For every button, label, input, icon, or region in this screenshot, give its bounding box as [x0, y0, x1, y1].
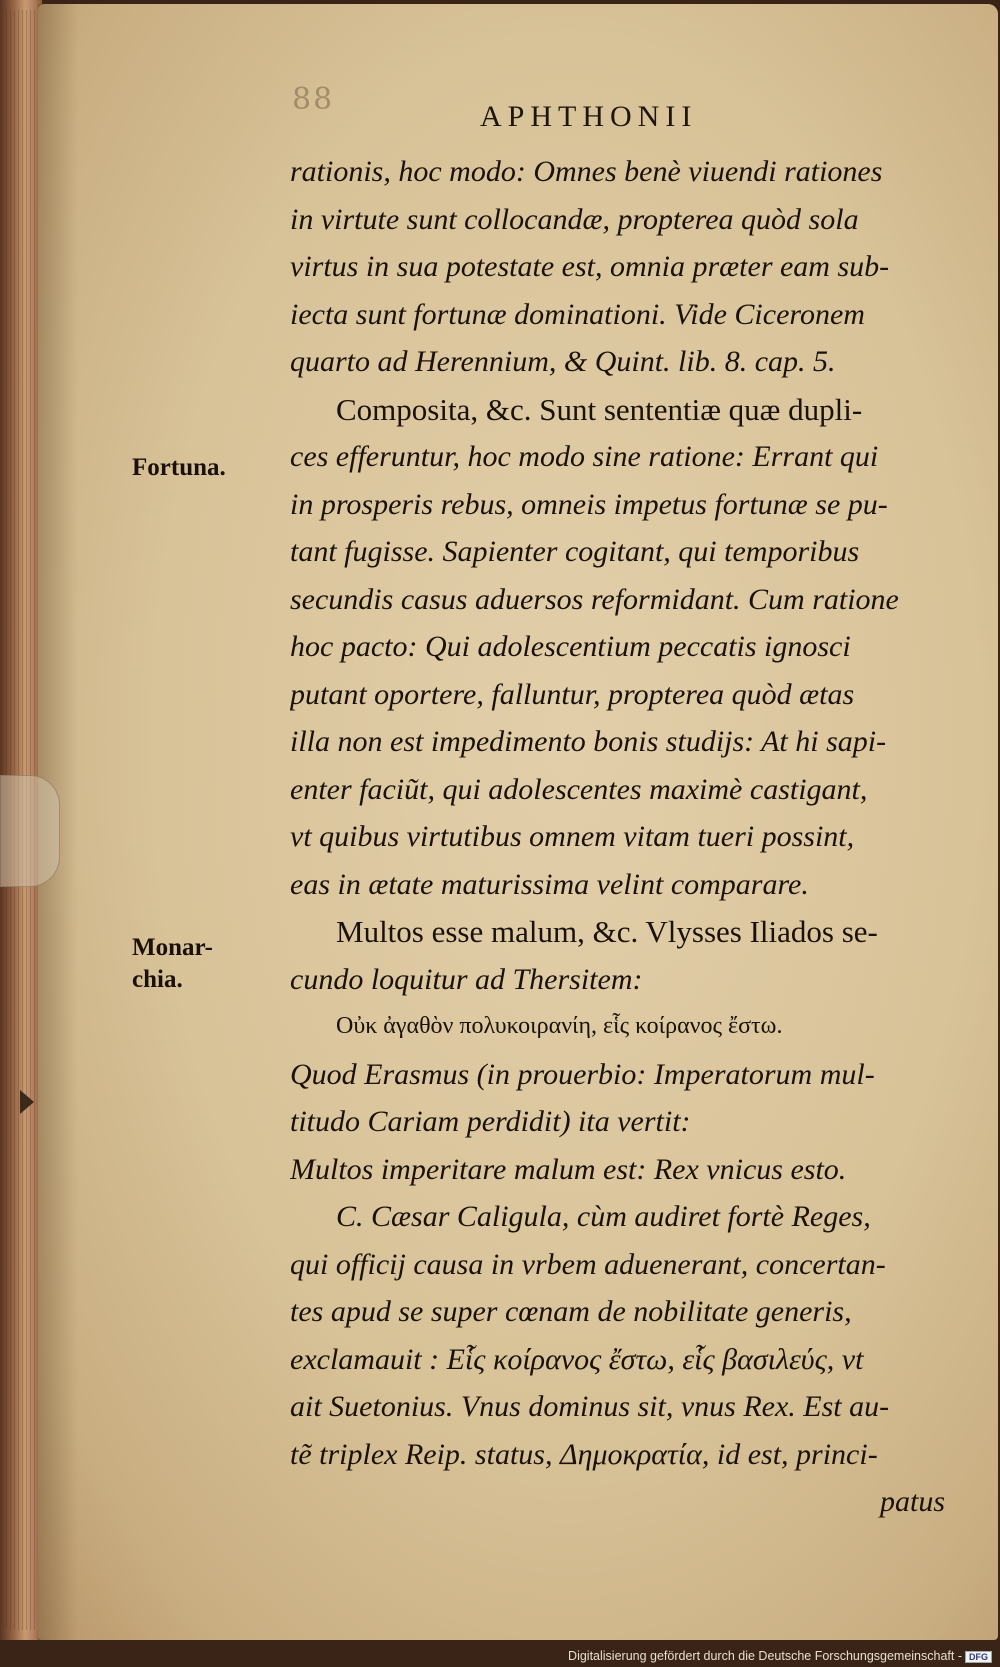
- text-line: virtus in sua potestate est, omnia præter eam sub-: [290, 250, 890, 283]
- text-line: in prosperis rebus, omneis impetus fortunæ se pu-: [290, 487, 888, 521]
- text-line: tẽ triplex Reip. status, Δημοκρατία, id est, princi-: [290, 1437, 878, 1471]
- text-line: rationis, hoc modo: Omnes benè viuendi rationes: [290, 155, 883, 188]
- text-line: eas in ætate maturissima velint comparare.: [290, 867, 809, 901]
- text-line: enter faciũt, qui adolescentes maximè castigant,: [290, 772, 868, 806]
- text-line: cundo loquitur ad Thersitem:: [290, 962, 643, 996]
- text-line: qui officij causa in vrbem aduenerant, concertan-: [290, 1247, 886, 1281]
- text-line: quarto ad Herennium, & Quint. lib. 8. cap. 5.: [290, 345, 836, 378]
- text-line: Multos imperitare malum est: Rex vnicus esto.: [290, 1152, 847, 1186]
- text-line: exclamauit : Εἷς κοίρανος ἔστω, εἷς βασιλεύς, vt: [290, 1342, 864, 1376]
- text-line: tes apud se super cœnam de nobilitate generis,: [290, 1295, 852, 1328]
- page-number: 88: [292, 82, 335, 117]
- text-line: illa non est impedimento bonis studijs: At hi sapi-: [290, 725, 887, 758]
- footer-credit: [568, 1649, 992, 1663]
- page-tab: [0, 775, 60, 887]
- dfg-logo-icon: DFG: [965, 1651, 992, 1663]
- margin-note-monarchia-2: chia.: [132, 966, 183, 993]
- text-line: C. Cæsar Caligula, cùm audiret fortè Reges,: [336, 1200, 871, 1233]
- footer-text: Digitalisierung gefördert durch die Deutsche Forschungsgemeinschaft -: [568, 1649, 962, 1663]
- text-line: iecta sunt fortunæ dominationi. Vide Ciceronem: [290, 297, 865, 331]
- text-line: ces efferuntur, hoc modo sine ratione: Errant qui: [290, 440, 879, 473]
- margin-note-fortuna: Fortuna.: [132, 454, 226, 481]
- text-line: vt quibus virtutibus omnem vitam tueri possint,: [290, 820, 855, 853]
- text-line: putant oportere, falluntur, propterea quòd ætas: [290, 677, 855, 711]
- text-line: Multos esse malum, &c. Vlysses Iliados se-: [336, 914, 878, 949]
- greek-verse-line: Οὐκ ἀγαθὸν πολυκοιρανίη, εἷς κοίρανος ἔστω.: [336, 1013, 783, 1039]
- text-line: tant fugisse. Sapienter cogitant, qui temporibus: [290, 535, 860, 568]
- text-line: secundis casus aduersos reformidant. Cum ratione: [290, 582, 899, 616]
- body-text: [290, 148, 955, 1526]
- catchword: patus: [879, 1485, 945, 1518]
- text-line: hoc pacto: Qui adolescentium peccatis ignosci: [290, 630, 851, 663]
- text-line: ait Suetonius. Vnus dominus sit, vnus Rex. Est au-: [290, 1390, 890, 1423]
- text-line: titudo Cariam perdidit) ita vertit:: [290, 1105, 691, 1138]
- running-header: APHTHONII: [480, 100, 698, 133]
- text-line: Quod Erasmus (in prouerbio: Imperatorum mul-: [290, 1057, 875, 1091]
- margin-note-monarchia-1: Monar-: [132, 934, 213, 961]
- text-line: in virtute sunt collocandæ, propterea quòd sola: [290, 202, 859, 236]
- arrow-marker-icon: [20, 1090, 34, 1114]
- text-line: Composita, &c. Sunt sententiæ quæ dupli-: [336, 391, 863, 427]
